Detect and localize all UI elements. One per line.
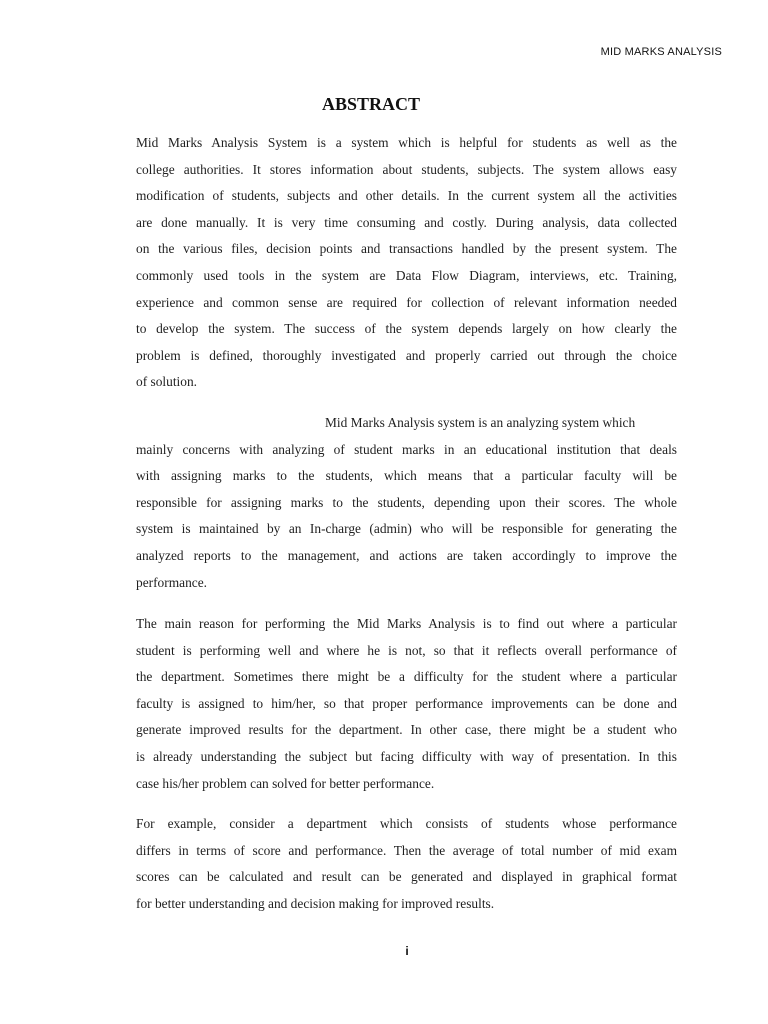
paragraph-4 [136,811,677,917]
text-line: analyzed reports to the management, and actions are taken accordingly to improve the [136,547,677,563]
page-number: i [405,944,409,958]
text-line: with assigning marks to the students, which means that a particular faculty will be [136,468,677,484]
text-line: Mid Marks Analysis System is a system which is helpful for students as well as the [136,135,677,150]
text-line: faculty is assigned to him/her, so that proper performance improvements can be done and [136,695,677,711]
text-line: is already understanding the subject but facing difficulty with way of presentation. In this [136,748,677,764]
text-line: student is performing well and where he is not, so that it reflects overall performance of [136,642,677,658]
paragraph-2 [136,410,677,596]
page-title: ABSTRACT [321,94,421,114]
text-line: performance. [136,574,208,590]
text-line: experience and common sense are required for collection of relevant information needed [136,294,677,310]
text-line: differs in terms of score and performance. Then the average of total number of mid exam [136,842,677,858]
text-line: mainly concerns with analyzing of student marks in an educational institution that deals [136,441,677,457]
paragraph-3 [136,611,677,797]
text-line: problem is defined, thoroughly investigated and properly carried out through the choice [136,347,677,363]
text-line: system is maintained by an In-charge (admin) who will be responsible for generating the [136,521,677,537]
text-line: are done manually. It is very time consuming and costly. During analysis, data collected [136,214,677,230]
text-line: modification of students, subjects and other details. In the current system all the activities [136,188,677,204]
text-line: generate improved results for the department. In other case, there might be a student who [136,722,677,738]
text-line: Mid Marks Analysis system is an analyzing system which [325,415,636,430]
text-line: The main reason for performing the Mid Marks Analysis is to find out where a particular [136,616,677,631]
text-line: to develop the system. The success of the system depends largely on how clearly the [136,321,677,337]
text-line: college authorities. It stores information about students, subjects. The system allows easy [136,161,677,177]
text-line: scores can be calculated and result can be generated and displayed in graphical format [136,869,677,885]
running-header: MID MARKS ANALYSIS [600,46,722,58]
text-line: on the various files, decision points and transactions handled by the present system. The [136,241,677,257]
text-line: the department. Sometimes there might be a difficulty for the student where a particular [136,669,677,685]
text-line: For example, consider a department which consists of students whose performance [136,816,677,831]
text-line: commonly used tools in the system are Data Flow Diagram, interviews, etc. Training, [136,267,677,283]
text-line: responsible for assigning marks to the students, depending upon their scores. The whole [136,494,677,510]
text-line: for better understanding and decision making for improved results. [136,895,495,911]
text-line: case his/her problem can solved for better performance. [136,775,435,791]
paragraph-1 [136,130,677,396]
text-line: of solution. [136,374,198,390]
